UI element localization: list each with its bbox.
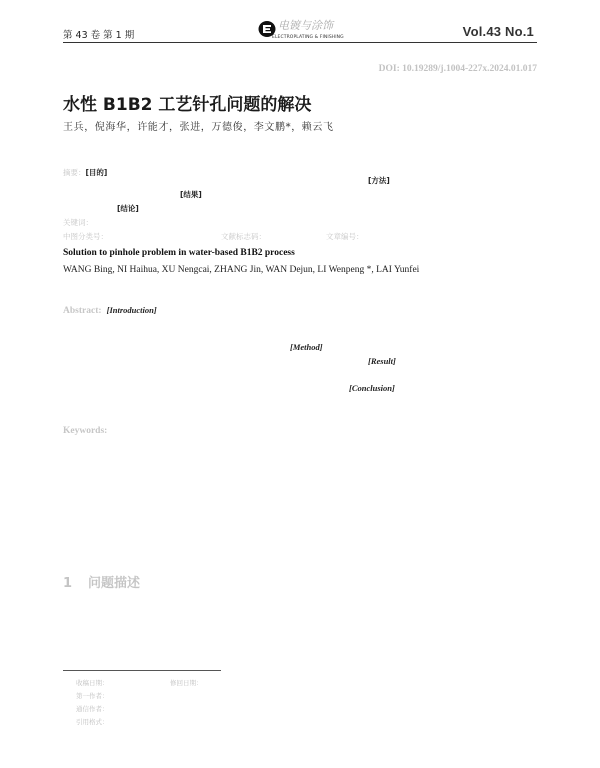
abstract-en-result-tag: [Result] [368,356,396,366]
paper-title-en: Solution to pinhole problem in water-based B1B2 process [63,248,295,258]
footnote-corresponding-label: 通信作者： [76,705,109,713]
footnote-citation-label: 引用格式： [76,718,109,726]
footnote-first-author-label: 第一作者： [76,692,109,700]
abstract-cn-line-1 [63,160,107,179]
abstract-en-method-tag: [Method] [290,342,323,352]
journal-logo-name-cn: 电镀与涂饰 [278,19,333,32]
header-divider [63,42,537,43]
journal-issue: 第 43 卷 第 1 期 [63,30,135,41]
section-1-title: 问题描述 [88,576,141,591]
journal-logo-name-en: ELECTROPLATING & FINISHING [272,35,344,40]
journal-logo [258,19,344,42]
document-code-label: 文献标志码： [221,232,266,241]
section-1-number: 1 [63,576,73,591]
author-list-en: WANG Bing, NI Haihua, XU Nengcai, ZHANG Jin, WAN Dejun, LI Wenpeng *, LAI Yunfei [63,265,420,275]
keywords-en-label: Keywords: [63,426,108,436]
journal-volume: Vol.43 No.1 [462,24,534,39]
abstract-cn-result-tag: [结果] [180,190,202,199]
article-number-label: 文章编号： [326,232,364,241]
paper-title-cn: 水性 B1B2 工艺针孔问题的解决 [63,95,312,115]
abstract-en-label: Abstract: [63,306,102,316]
footnote-revised-label: 修回日期： [170,679,203,687]
abstract-cn-conclusion-tag: [结论] [117,204,139,213]
footnote-received-label: 收稿日期： [76,679,109,687]
section-1-heading [63,572,140,591]
abstract-en-line-1 [63,298,157,317]
abstract-en-intro-tag: [Introduction] [106,305,157,315]
footnote-divider [63,670,221,671]
keywords-cn-label: 关键词： [63,218,93,227]
doi-link[interactable]: DOI: 10.19289/j.1004-227x.2024.01.017 [378,64,537,74]
clc-number-label: 中图分类号： [63,232,108,241]
abstract-cn-label: 摘要： [63,168,86,177]
abstract-en-conclusion-tag: [Conclusion] [349,383,395,393]
abstract-cn-objective-tag: [目的] [85,168,108,177]
abstract-cn-method-tag: [方法] [368,176,390,185]
author-list-cn: 王兵，倪海华，许能才，张进，万德俊，李文鹏*，赖云飞 [63,122,334,133]
